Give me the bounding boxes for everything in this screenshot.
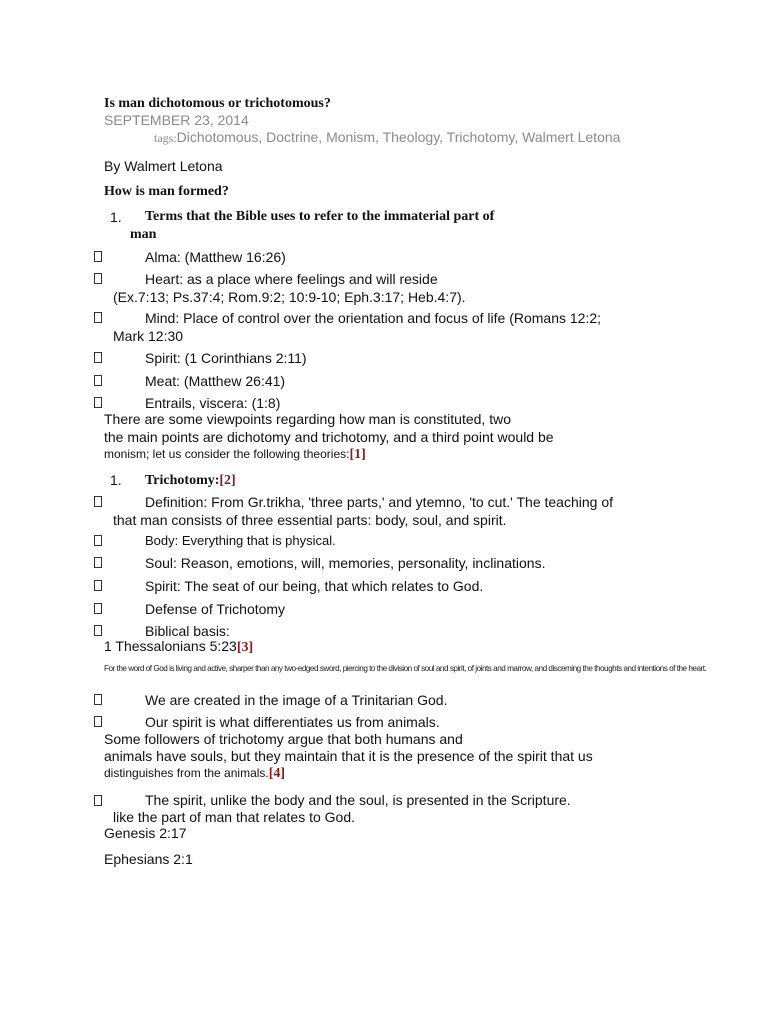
intro-line-2: the main points are dichotomy and trichotomy, and a third point would be	[104, 429, 554, 445]
term-mind-cont: Mark 12:30	[113, 328, 184, 344]
article-title: Is man dichotomous or trichotomous?	[104, 96, 331, 111]
footnote-1-link[interactable]: [1]	[349, 447, 366, 462]
followers-line-2: animals have souls, but they maintain that it is the presence of the spirit that us	[104, 748, 593, 764]
trichotomy-definition: Definition: From Gr.trikha, 'three parts,' and ytemno, 'to cut.' The teaching of	[145, 494, 613, 510]
bullet-box-icon	[94, 694, 102, 705]
footnote-2-link[interactable]: [2]	[219, 473, 236, 488]
section-2-heading: Trichotomy:	[145, 473, 220, 488]
bullet-box-icon	[94, 625, 102, 636]
intro-line-3	[104, 445, 366, 463]
trichotomy-body: Body: Everything that is physical.	[145, 533, 336, 548]
followers-line-3	[104, 764, 285, 782]
term-meat: Meat: (Matthew 26:41)	[145, 373, 286, 389]
trichotomy-differentiates: Our spirit is what differentiates us from animals.	[145, 714, 440, 730]
bullet-box-icon	[94, 352, 102, 363]
section-2-number: 1.	[110, 472, 122, 488]
question-heading: How is man formed?	[104, 184, 229, 199]
bullet-box-icon	[94, 535, 102, 546]
term-spirit: Spirit: (1 Corinthians 2:11)	[145, 350, 307, 366]
publish-date: SEPTEMBER 23, 2014	[104, 112, 249, 128]
followers-line-3-text: distinguishes from the animals.	[104, 766, 269, 780]
trichotomy-scripture-cont: like the part of man that relates to God.	[113, 809, 356, 825]
tags-label: tags:	[154, 131, 177, 145]
thessalonians-ref: 1 Thessalonians 5:23	[104, 638, 237, 654]
bullet-box-icon	[94, 273, 102, 284]
trichotomy-definition-cont: that man consists of three essential parts: body, soul, and spirit.	[113, 512, 507, 528]
bullet-box-icon	[94, 496, 102, 507]
tags-line	[154, 129, 620, 146]
bullet-box-icon	[94, 557, 102, 568]
footnote-4-link[interactable]: [4]	[268, 766, 286, 781]
bullet-box-icon	[94, 312, 102, 323]
bullet-box-icon	[94, 603, 102, 614]
trichotomy-spirit: Spirit: The seat of our being, that which relates to God.	[145, 578, 484, 594]
trichotomy-defense: Defense of Trichotomy	[145, 601, 286, 617]
bullet-box-icon	[94, 375, 102, 386]
trichotomy-soul: Soul: Reason, emotions, will, memories, personality, inclinations.	[145, 555, 546, 571]
section-1-number: 1.	[110, 209, 122, 225]
bullet-box-icon	[94, 716, 102, 727]
bullet-box-icon	[94, 251, 102, 262]
bullet-box-icon	[94, 580, 102, 591]
followers-line-1: Some followers of trichotomy argue that both humans and	[104, 731, 463, 747]
byline: By Walmert Letona	[104, 158, 223, 174]
bullet-box-icon	[94, 397, 102, 408]
intro-line-3-text: monism; let us consider the following theories:	[104, 447, 350, 461]
term-heart: Heart: as a place where feelings and will reside	[145, 271, 438, 287]
term-alma: Alma: (Matthew 16:26)	[145, 249, 286, 265]
section-1-heading: Terms that the Bible uses to refer to the immaterial part of	[145, 209, 495, 224]
tags-list[interactable]: Dichotomous, Doctrine, Monism, Theology, Trichotomy, Walmert Letona	[176, 129, 621, 145]
term-entrails: Entrails, viscera: (1:8)	[145, 395, 281, 411]
trichotomy-basis: Biblical basis:	[145, 623, 230, 639]
section-2-heading-line	[145, 471, 236, 489]
intro-line-1: There are some viewpoints regarding how man is constituted, two	[104, 411, 511, 427]
term-heart-refs: (Ex.7:13; Ps.37:4; Rom.9:2; 10:9-10; Eph.3:17; Heb.4:7).	[113, 289, 466, 305]
bullet-box-icon	[94, 795, 102, 806]
thessalonians-line	[104, 638, 253, 656]
section-1-heading-cont: man	[130, 227, 157, 242]
ephesians-ref: Ephesians 2:1	[104, 851, 193, 867]
term-mind: Mind: Place of control over the orientation and focus of life (Romans 12:2;	[145, 310, 602, 326]
trichotomy-image: We are created in the image of a Trinitarian God.	[145, 692, 448, 708]
hebrews-quote: For the word of God is living and active, sharper than any two-edged sword, piercing to the division of soul and spirit, of joints and marrow, and discerning the thoughts and intentions of the heart.	[104, 664, 707, 673]
footnote-3-link[interactable]: [3]	[236, 640, 254, 655]
genesis-ref: Genesis 2:17	[104, 825, 187, 841]
trichotomy-scripture: The spirit, unlike the body and the soul, is presented in the Scripture.	[145, 792, 571, 808]
